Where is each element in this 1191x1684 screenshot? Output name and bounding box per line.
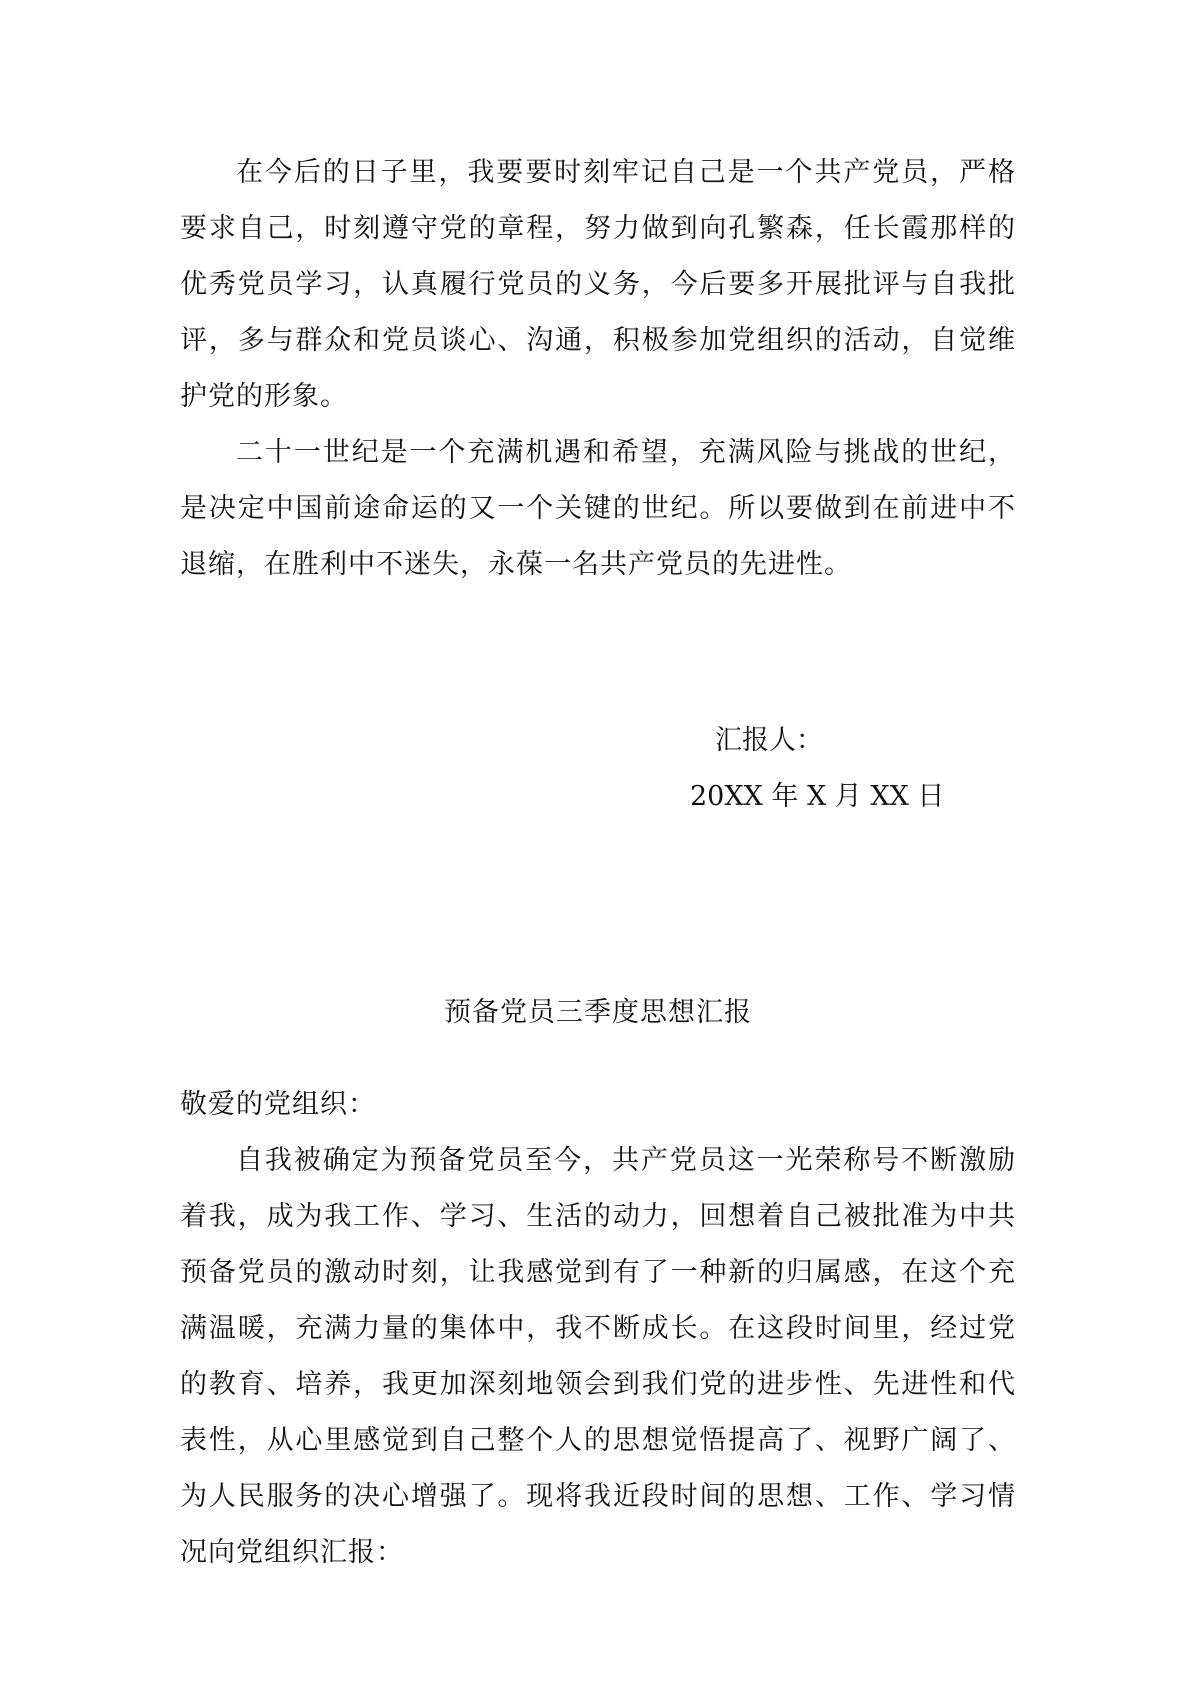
report-title: 预备党员三季度思想汇报 xyxy=(444,997,752,1028)
paragraph-future-commitment: 在今后的日子里，我要要时刻牢记自己是一个共产党员，严格要求自己，时刻遵守党的章程，努力做到向孔繁森，任长霞那样的优秀党员学习，认真履行党员的义务，今后要多开展批评与自我批评，多与群众和党员谈心、沟通，积极参加党组织的活动，自觉维护党的形象。 xyxy=(180,157,1016,412)
report-date: 20XX 年 X 月 XX 日 xyxy=(690,781,945,812)
salutation: 敬爱的党组织： xyxy=(180,1089,376,1120)
signature-block xyxy=(690,713,1016,825)
paragraph-introduction: 自我被确定为预备党员至今，共产党员这一光荣称号不断激励着我，成为我工作、学习、生活的动力，回想着自己被批准为中共预备党员的激动时刻，让我感觉到有了一种新的归属感，在这个充满温暖，充满力量的集体中，我不断成长。在这段时间里，经过党的教育、培养，我更加深刻地领会到我们党的进步性、先进性和代表性，从心里感觉到自己整个人的思想觉悟提高了、视野广阔了、为人民服务的决心增强了。现将我近段时间的思想、工作、学习情况向党组织汇报： xyxy=(180,1145,1016,1568)
document-body xyxy=(180,145,1016,1581)
reporter-label: 汇报人： xyxy=(715,725,823,756)
paragraph-twenty-first-century: 二十一世纪是一个充满机遇和希望，充满风险与挑战的世纪，是决定中国前途命运的又一个关键的世纪。所以要做到在前进中不退缩，在胜利中不迷失，永葆一名共产党员的先进性。 xyxy=(180,437,1016,580)
